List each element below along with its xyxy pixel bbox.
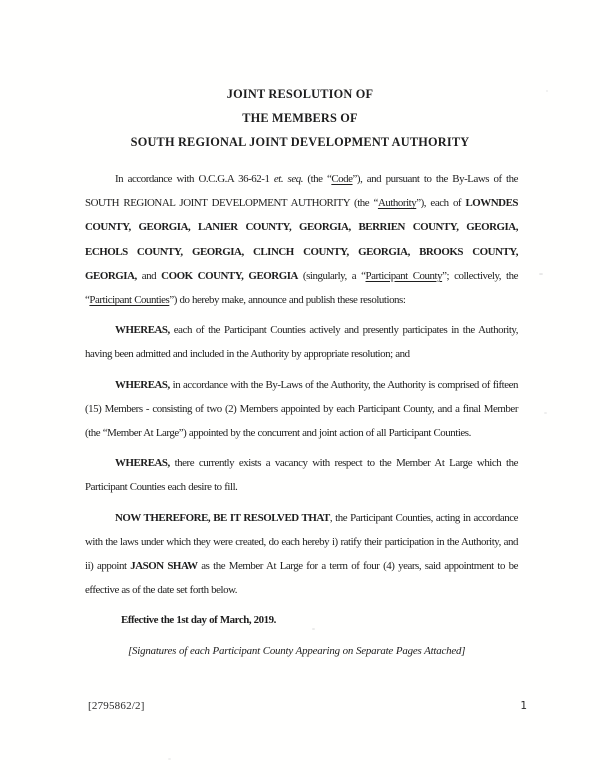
text-segment: LOWNDES COUNTY, GEORGIA, LANIER COUNTY, GEORGIA, BERRIEN COUNTY, GEORGIA, ECHOLS COUNTY, GEORGIA, CLINCH COUNTY, GEORGIA, BROOKS COUNTY, GEORGIA, [85,197,518,282]
text-segment: JASON SHAW [130,560,198,573]
text-segment: In accordance with O.C.G.A 36-62-1 [115,173,274,185]
text-segment: ”), and pursuant to the By-Laws of the SOUTH REGIONAL JOINT DEVELOPMENT AUTHORITY (the “ [85,173,518,210]
paragraph-whereas-vacancy [85,451,518,499]
text-segment: NOW THEREFORE, BE IT RESOLVED THAT [115,511,330,524]
scan-speck [168,758,171,760]
footer-page-number: 1 [520,700,527,712]
text-segment: COOK COUNTY, GEORGIA [161,269,298,282]
paragraph-signatures-note [85,639,518,663]
page-footer [88,700,527,712]
text-segment: ”), each of [416,197,466,210]
text-segment: Participant Counties [89,294,170,307]
paragraph-whereas-participation [85,318,518,366]
text-segment: et. seq. [273,173,303,185]
scan-speck [546,90,548,92]
title-line-1: JOINT RESOLUTION OF [226,87,374,101]
text-segment: Code [331,173,353,185]
title-line-2: THE MEMBERS OF [242,110,358,125]
text-segment: in accordance with the By-Laws of the Authority, the Authority is comprised of fifteen (15) Members - consisting of two (2) Members appointed by each Participant County, and a final Member (the “Member At Large”) appointed by the concurrent and joint action of all Participant Counties. [85,378,518,440]
scan-speck [312,628,315,630]
text-segment: and [136,269,162,282]
paragraph-effective-date [85,608,518,632]
scan-speck [544,412,547,414]
text-segment: Authority [377,197,417,210]
text-segment: there currently exists a vacancy with respect to the Member At Large which the Participant Counties each desire to fill. [85,457,518,494]
footer-document-number: [2795862/2] [88,700,145,712]
text-segment: each of the Participant Counties actively and presently participates in the Authority, having been admitted and included in the Authority by appropriate resolution; and [85,324,518,361]
text-segment: , the Participant Counties, acting in accordance with the laws under which they were created, do each hereby i) ratify their participation in the Authority, and ii) appoint [85,511,518,573]
text-segment: (the “ [302,173,332,185]
text-segment: Effective the 1st day of March, 2019. [121,614,276,627]
paragraph-resolution [85,506,518,603]
text-segment: (singularly, a “ [297,269,366,282]
text-segment: ”; collectively, the “ [85,269,518,307]
text-segment: WHEREAS, [115,324,170,337]
text-segment: WHEREAS, [115,378,170,391]
paragraph-whereas-composition [85,373,518,446]
document-body [85,167,518,669]
text-segment: ”) do hereby make, announce and publish these resolutions: [169,294,406,307]
text-segment: Participant County [365,269,443,282]
document-title [0,83,600,154]
scan-speck [539,273,543,275]
text-segment: as the Member At Large for a term of four (4) years, said appointment to be effective as of the date set forth below. [85,560,518,597]
text-segment: [Signatures of each Participant County Appearing on Separate Pages Attached] [128,644,466,657]
title-line-3: SOUTH REGIONAL JOINT DEVELOPMENT AUTHORITY [130,134,470,149]
paragraph-recitals-intro [85,167,518,312]
text-segment: WHEREAS, [115,457,170,470]
